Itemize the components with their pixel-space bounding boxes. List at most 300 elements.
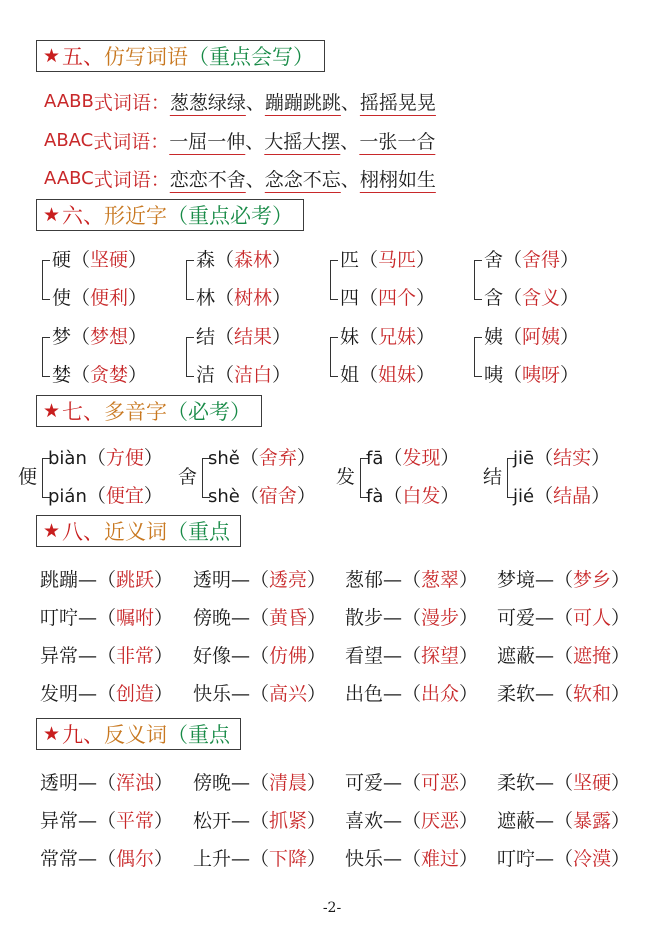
open-paren: （	[71, 364, 91, 386]
similar-item	[52, 360, 147, 387]
word: 含义	[522, 287, 561, 309]
word: 阿姨	[522, 326, 561, 348]
word: 叮咛	[497, 848, 536, 870]
pattern-label: ABAC	[44, 130, 94, 151]
answer: 可人	[573, 607, 612, 629]
char: 梦	[52, 326, 72, 348]
dash: —（	[383, 683, 422, 705]
imitate-row	[44, 88, 436, 115]
dash: —（	[231, 810, 270, 832]
antonym-pair	[193, 806, 326, 833]
section-header-6	[36, 199, 304, 231]
example-word: 蹦蹦跳跳	[264, 92, 341, 114]
dash: —（	[535, 569, 574, 591]
close-paren: ）	[611, 772, 631, 794]
similar-item	[340, 245, 435, 272]
pinyin: jié	[513, 486, 535, 507]
close-paren: ）	[560, 326, 580, 348]
antonym-pair	[40, 806, 173, 833]
open-paren: （	[86, 485, 106, 507]
poly-char: 结	[483, 466, 503, 488]
word: 柔软	[497, 772, 536, 794]
synonym-pair	[40, 565, 173, 592]
word: 异常	[40, 645, 79, 667]
close-paren: ）	[128, 364, 148, 386]
open-paren: （	[383, 485, 403, 507]
word: 葱郁	[345, 569, 384, 591]
word: 松开	[193, 810, 232, 832]
answer: 冷漠	[573, 848, 612, 870]
close-paren: ）	[611, 607, 631, 629]
poly-reading	[208, 481, 316, 508]
dash: —（	[535, 607, 574, 629]
word: 森林	[234, 249, 273, 271]
word: 快乐	[193, 683, 232, 705]
antonym-pair	[345, 768, 478, 795]
dash: —（	[78, 569, 117, 591]
similar-item	[340, 360, 435, 387]
word: 傍晚	[193, 772, 232, 794]
similar-item	[196, 322, 291, 349]
close-paren: ）	[307, 848, 327, 870]
open-paren: （	[86, 447, 106, 469]
char: 含	[484, 287, 504, 309]
bracket	[330, 337, 338, 377]
section-note: （重点	[167, 520, 231, 544]
open-paren: （	[71, 287, 91, 309]
open-paren: （	[503, 249, 523, 271]
bracket	[186, 260, 194, 300]
close-paren: ）	[560, 287, 580, 309]
word: 白发	[402, 485, 441, 507]
example-word: 摇摇晃晃	[359, 92, 436, 114]
close-paren: ）	[154, 607, 174, 629]
pinyin: fà	[366, 486, 384, 507]
synonym-pair	[40, 679, 173, 706]
answer: 梦乡	[573, 569, 612, 591]
similar-item	[484, 283, 579, 310]
dash: —（	[383, 607, 422, 629]
close-paren: ）	[154, 772, 174, 794]
dash: —（	[231, 607, 270, 629]
bracket	[42, 337, 50, 377]
antonym-pair	[193, 844, 326, 871]
close-paren: ）	[440, 447, 460, 469]
section-title: 反义词	[104, 723, 168, 747]
close-paren: ）	[416, 364, 436, 386]
word: 贪婪	[90, 364, 129, 386]
separator: 、	[340, 169, 360, 191]
close-paren: ）	[307, 683, 327, 705]
imitate-row	[44, 165, 436, 192]
pinyin: shè	[208, 486, 240, 507]
word: 发现	[402, 447, 441, 469]
section-number: 七、	[62, 400, 105, 424]
close-paren: ）	[591, 447, 611, 469]
char: 硬	[52, 249, 72, 271]
open-paren: （	[239, 485, 259, 507]
open-paren: （	[215, 364, 235, 386]
synonym-pair	[345, 641, 478, 668]
word: 梦想	[90, 326, 129, 348]
close-paren: ）	[272, 287, 292, 309]
synonym-pair	[345, 603, 478, 630]
antonym-pair	[345, 806, 478, 833]
close-paren: ）	[611, 848, 631, 870]
close-paren: ）	[459, 848, 479, 870]
open-paren: （	[359, 364, 379, 386]
star-icon: ★	[43, 204, 61, 226]
char: 姨	[484, 326, 504, 348]
synonym-pair	[345, 565, 478, 592]
answer: 可恶	[421, 772, 460, 794]
close-paren: ）	[272, 249, 292, 271]
char: 林	[196, 287, 216, 309]
section-note: （重点会写）	[188, 45, 315, 69]
antonym-pair	[345, 844, 478, 871]
close-paren: ）	[416, 249, 436, 271]
open-paren: （	[239, 447, 259, 469]
example-word: 一屈一伸	[169, 131, 246, 153]
open-paren: （	[503, 326, 523, 348]
poly-reading	[366, 481, 459, 508]
synonym-pair	[40, 641, 173, 668]
char: 结	[196, 326, 216, 348]
section-note: （重点必考）	[167, 204, 294, 228]
answer: 探望	[421, 645, 460, 667]
similar-item	[340, 322, 435, 349]
char: 舍	[484, 249, 504, 271]
synonym-pair	[40, 603, 173, 630]
word: 宿舍	[258, 485, 297, 507]
open-paren: （	[383, 447, 403, 469]
close-paren: ）	[611, 810, 631, 832]
dash: —（	[535, 683, 574, 705]
answer: 葱翠	[421, 569, 460, 591]
open-paren: （	[503, 287, 523, 309]
open-paren: （	[359, 326, 379, 348]
example-word: 一张一合	[359, 131, 436, 153]
close-paren: ）	[459, 772, 479, 794]
close-paren: ）	[307, 607, 327, 629]
dash: —（	[231, 772, 270, 794]
close-paren: ）	[560, 364, 580, 386]
word: 咦呀	[522, 364, 561, 386]
open-paren: （	[71, 249, 91, 271]
answer: 漫步	[421, 607, 460, 629]
close-paren: ）	[128, 326, 148, 348]
close-paren: ）	[611, 569, 631, 591]
bracket	[186, 337, 194, 377]
word: 透明	[193, 569, 232, 591]
antonym-pair	[497, 806, 630, 833]
similar-item	[52, 322, 147, 349]
separator: 、	[340, 131, 360, 153]
section-header-7	[36, 395, 262, 427]
answer: 浑浊	[116, 772, 155, 794]
word: 结实	[553, 447, 592, 469]
open-paren: （	[359, 249, 379, 271]
word: 兄妹	[378, 326, 417, 348]
word: 洁白	[234, 364, 273, 386]
open-paren: （	[359, 287, 379, 309]
dash: —（	[383, 569, 422, 591]
similar-item	[340, 283, 435, 310]
answer: 黄昏	[269, 607, 308, 629]
separator: 、	[245, 92, 265, 114]
open-paren: （	[215, 326, 235, 348]
section-number: 六、	[62, 204, 105, 228]
antonym-pair	[40, 844, 173, 871]
open-paren: （	[503, 364, 523, 386]
section-number: 八、	[62, 520, 105, 544]
word: 坚硬	[90, 249, 129, 271]
close-paren: ）	[459, 645, 479, 667]
dash: —（	[383, 848, 422, 870]
similar-item	[196, 245, 291, 272]
open-paren: （	[215, 249, 235, 271]
word: 好像	[193, 645, 232, 667]
close-paren: ）	[307, 810, 327, 832]
close-paren: ）	[459, 569, 479, 591]
answer: 跳跃	[116, 569, 155, 591]
section-number: 九、	[62, 723, 105, 747]
example-word: 恋恋不舍	[169, 169, 246, 191]
close-paren: ）	[272, 364, 292, 386]
synonym-pair	[497, 641, 630, 668]
section-title: 近义词	[104, 520, 168, 544]
dash: —（	[78, 645, 117, 667]
dash: —（	[78, 810, 117, 832]
star-icon: ★	[43, 520, 61, 542]
section-header-8	[36, 515, 241, 547]
word: 遮蔽	[497, 645, 536, 667]
close-paren: ）	[560, 249, 580, 271]
char: 婪	[52, 364, 72, 386]
word: 可爱	[497, 607, 536, 629]
close-paren: ）	[154, 810, 174, 832]
section-title: 仿写词语	[104, 45, 189, 69]
word: 异常	[40, 810, 79, 832]
section-header-5	[36, 40, 325, 72]
word: 发明	[40, 683, 79, 705]
char: 姐	[340, 364, 360, 386]
word: 梦境	[497, 569, 536, 591]
antonym-pair	[497, 768, 630, 795]
word: 结晶	[553, 485, 592, 507]
pattern-label: AABB	[44, 91, 94, 112]
dash: —（	[78, 607, 117, 629]
answer: 软和	[573, 683, 612, 705]
synonym-pair	[193, 565, 326, 592]
pattern-suffix: 式词语：	[93, 131, 170, 153]
answer: 高兴	[269, 683, 308, 705]
word: 喜欢	[345, 810, 384, 832]
answer: 平常	[116, 810, 155, 832]
pattern-suffix: 式词语：	[93, 92, 170, 114]
word: 树林	[234, 287, 273, 309]
close-paren: ）	[611, 683, 631, 705]
char: 妹	[340, 326, 360, 348]
word: 快乐	[345, 848, 384, 870]
star-icon: ★	[43, 400, 61, 422]
close-paren: ）	[128, 287, 148, 309]
char: 匹	[340, 249, 360, 271]
word: 便利	[90, 287, 129, 309]
pinyin: jiē	[513, 448, 535, 469]
word: 遮蔽	[497, 810, 536, 832]
close-paren: ）	[154, 569, 174, 591]
open-paren: （	[534, 485, 554, 507]
similar-item	[52, 283, 147, 310]
dash: —（	[383, 772, 422, 794]
star-icon: ★	[43, 723, 61, 745]
separator: 、	[245, 169, 265, 191]
similar-item	[484, 322, 579, 349]
imitate-row	[44, 127, 435, 154]
char: 使	[52, 287, 72, 309]
word: 结果	[234, 326, 273, 348]
dash: —（	[231, 645, 270, 667]
bracket	[42, 260, 50, 300]
example-word: 念念不忘	[264, 169, 341, 191]
pinyin: fā	[366, 448, 384, 469]
close-paren: ）	[416, 326, 436, 348]
answer: 创造	[116, 683, 155, 705]
dash: —（	[535, 645, 574, 667]
answer: 透亮	[269, 569, 308, 591]
similar-item	[52, 245, 147, 272]
poly-reading	[513, 443, 610, 470]
close-paren: ）	[154, 645, 174, 667]
word: 舍弃	[258, 447, 297, 469]
answer: 厌恶	[421, 810, 460, 832]
open-paren: （	[534, 447, 554, 469]
poly-reading	[366, 443, 459, 470]
word: 舍得	[522, 249, 561, 271]
dash: —（	[535, 810, 574, 832]
close-paren: ）	[307, 569, 327, 591]
word: 出色	[345, 683, 384, 705]
answer: 坚硬	[573, 772, 612, 794]
dash: —（	[78, 848, 117, 870]
poly-reading	[48, 481, 163, 508]
poly-reading	[513, 481, 610, 508]
section-note: （重点	[167, 723, 231, 747]
answer: 出众	[421, 683, 460, 705]
poly-char: 舍	[178, 466, 198, 488]
similar-item	[196, 283, 291, 310]
word: 跳蹦	[40, 569, 79, 591]
answer: 嘱咐	[116, 607, 155, 629]
synonym-pair	[497, 565, 630, 592]
answer: 偶尔	[116, 848, 155, 870]
close-paren: ）	[272, 326, 292, 348]
word: 散步	[345, 607, 384, 629]
example-word: 栩栩如生	[359, 169, 436, 191]
answer: 仿佛	[269, 645, 308, 667]
answer: 难过	[421, 848, 460, 870]
close-paren: ）	[591, 485, 611, 507]
close-paren: ）	[440, 485, 460, 507]
pinyin: shě	[208, 448, 240, 469]
dash: —（	[78, 772, 117, 794]
word: 透明	[40, 772, 79, 794]
pinyin: biàn	[48, 448, 87, 469]
synonym-pair	[193, 679, 326, 706]
word: 可爱	[345, 772, 384, 794]
answer: 清晨	[269, 772, 308, 794]
synonym-pair	[497, 679, 630, 706]
antonym-pair	[40, 768, 173, 795]
dash: —（	[78, 683, 117, 705]
poly-char: 便	[18, 466, 38, 488]
separator: 、	[245, 131, 265, 153]
answer: 抓紧	[269, 810, 308, 832]
dash: —（	[535, 772, 574, 794]
synonym-pair	[497, 603, 630, 630]
dash: —（	[231, 683, 270, 705]
page-number: -2-	[322, 900, 342, 916]
dash: —（	[535, 848, 574, 870]
open-paren: （	[215, 287, 235, 309]
dash: —（	[383, 810, 422, 832]
antonym-pair	[193, 768, 326, 795]
synonym-pair	[193, 641, 326, 668]
close-paren: ）	[307, 645, 327, 667]
close-paren: ）	[296, 447, 316, 469]
word: 四个	[378, 287, 417, 309]
example-word: 葱葱绿绿	[169, 92, 246, 114]
word: 姐妹	[378, 364, 417, 386]
char: 四	[340, 287, 360, 309]
section-title: 形近字	[104, 204, 168, 228]
word: 叮咛	[40, 607, 79, 629]
word: 常常	[40, 848, 79, 870]
answer: 暴露	[573, 810, 612, 832]
section-header-9	[36, 718, 241, 750]
word: 柔软	[497, 683, 536, 705]
close-paren: ）	[459, 607, 479, 629]
synonym-pair	[345, 679, 478, 706]
dash: —（	[231, 569, 270, 591]
char: 森	[196, 249, 216, 271]
pinyin: pián	[48, 486, 87, 507]
similar-item	[196, 360, 291, 387]
close-paren: ）	[143, 447, 163, 469]
close-paren: ）	[128, 249, 148, 271]
section-title: 多音字	[104, 400, 168, 424]
star-icon: ★	[43, 45, 61, 67]
bracket	[474, 260, 482, 300]
dash: —（	[383, 645, 422, 667]
word: 方便	[105, 447, 144, 469]
separator: 、	[340, 92, 360, 114]
answer: 遮掩	[573, 645, 612, 667]
answer: 非常	[116, 645, 155, 667]
word: 看望	[345, 645, 384, 667]
poly-char: 发	[336, 466, 356, 488]
section-number: 五、	[62, 45, 105, 69]
close-paren: ）	[307, 772, 327, 794]
close-paren: ）	[459, 810, 479, 832]
char: 洁	[196, 364, 216, 386]
open-paren: （	[71, 326, 91, 348]
poly-reading	[48, 443, 163, 470]
synonym-pair	[193, 603, 326, 630]
close-paren: ）	[459, 683, 479, 705]
pattern-suffix: 式词语：	[93, 169, 170, 191]
